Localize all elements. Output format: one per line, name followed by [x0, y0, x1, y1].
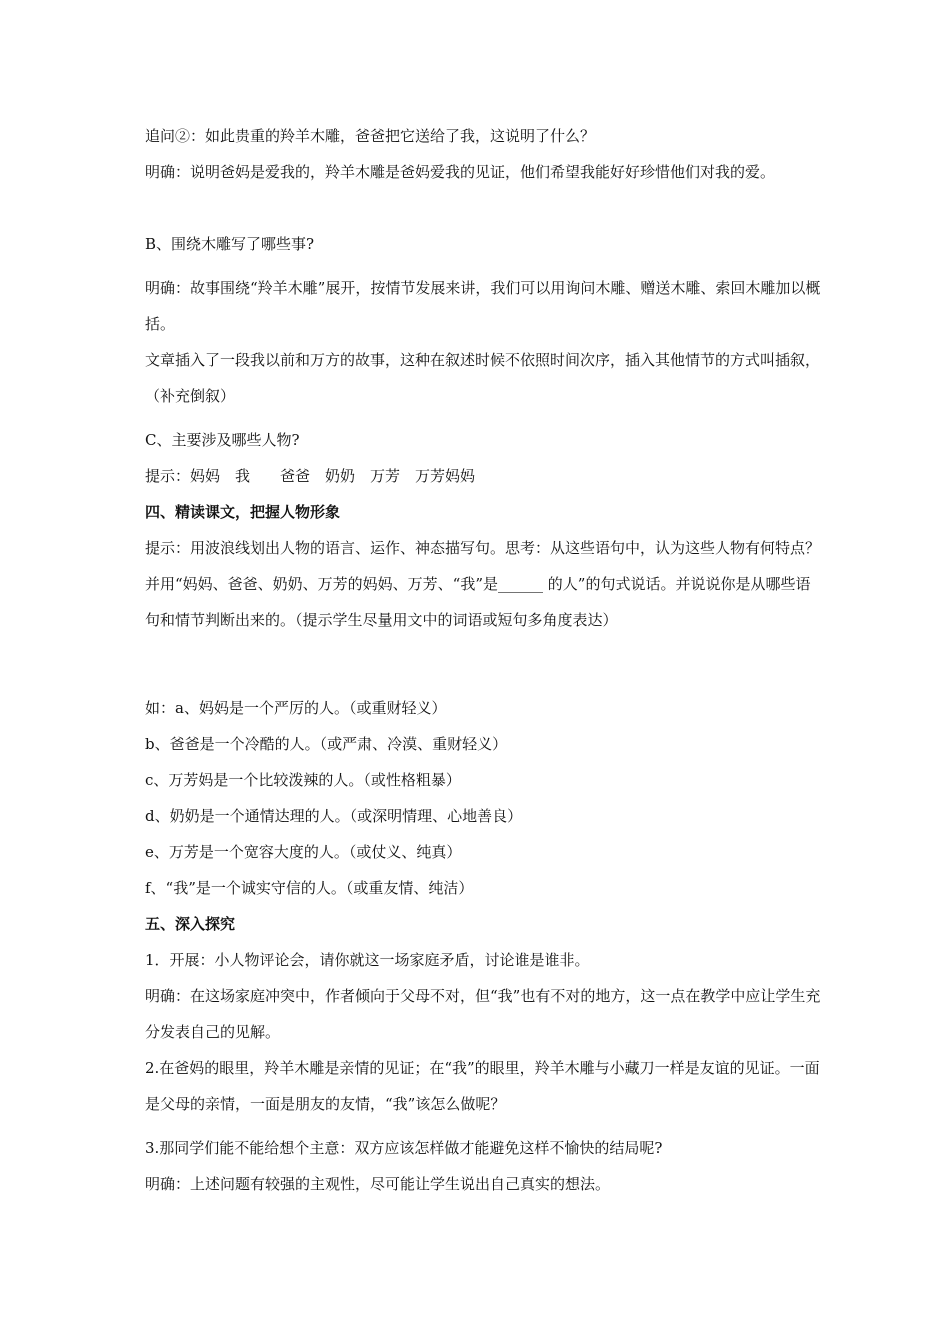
question-b-events: B、围绕木雕写了哪些事?	[145, 235, 315, 253]
clarification-parents-love: 明确：说明爸妈是爱我的，羚羊木雕是爸妈爱我的见证，他们希望我能好好珍惜他们对我的爱。	[145, 163, 776, 181]
example-c-wanfang-mother: c、万芳妈是一个比较泼辣的人。（或性格粗暴）	[145, 771, 461, 789]
question-2-affection-friendship: 2.在爸妈的眼里，羚羊木雕是亲情的见证；在“我”的眼里，羚羊木雕与小藏刀一样是友谊的见证。一面是父母的亲情，一面是朋友的友情，“我”该怎么做呢？	[145, 1059, 820, 1113]
hint-characters-list: 提示：妈妈 我 爸爸 奶奶 万芳 万芳妈妈	[145, 467, 476, 485]
section-heading-4: 四、精读课文，把握人物形象	[145, 503, 341, 521]
clarification-story-events: 明确：故事围绕“羚羊木雕”展开，按情节发展来讲，我们可以用询问木雕、赠送木雕、索回木雕加以概括。	[145, 279, 821, 333]
example-f-narrator: f、“我”是一个诚实守信的人。（或重友情、纯洁）	[145, 879, 474, 897]
follow-up-question-2: 追问②：如此贵重的羚羊木雕，爸爸把它送给了我，这说明了什么？	[145, 127, 596, 145]
question-3-solution: 3.那同学们能不能给想个主意：双方应该怎样做才能避免这样不愉快的结局呢?	[145, 1139, 663, 1157]
clarification-subjective: 明确：上述问题有较强的主观性，尽可能让学生说出自己真实的想法。	[145, 1175, 611, 1193]
example-b-father: b、爸爸是一个冷酷的人。（或严肃、冷漠、重财轻义）	[145, 735, 508, 753]
question-c-characters: C、主要涉及哪些人物?	[145, 431, 300, 449]
example-e-wanfang: e、万芳是一个宽容大度的人。（或仗义、纯真）	[145, 843, 462, 861]
example-d-grandmother: d、奶奶是一个通情达理的人。（或深明情理、心地善良）	[145, 807, 523, 825]
clarification-family-conflict: 明确：在这场家庭冲突中，作者倾向于父母不对，但“我”也有不对的地方，这一点在教学中应让学生充分发表自己的见解。	[145, 987, 821, 1041]
activity-1-discussion: 1．开展：小人物评论会，请你就这一场家庭矛盾，讨论谁是谁非。	[145, 951, 590, 969]
section-heading-5: 五、深入探究	[145, 915, 236, 933]
example-a-mother: 如：a、妈妈是一个严厉的人。（或重财轻义）	[145, 699, 447, 717]
hint-close-reading: 提示：用波浪线划出人物的语言、运作、神态描写句。思考：从这些语句中，认为这些人物有何特点？并用“妈妈、爸爸、奶奶、万芳的妈妈、万芳、“我”是______ 的人”的句式说话。并说说你是从哪些语句和情节判断出来的。（提示学生尽量用文中的词语或短句多角度表达）	[145, 539, 821, 629]
flashback-explanation: 文章插入了一段我以前和万方的故事，这种在叙述时候不依照时间次序，插入其他情节的方式叫插叙，（补充倒叙）	[145, 351, 821, 405]
